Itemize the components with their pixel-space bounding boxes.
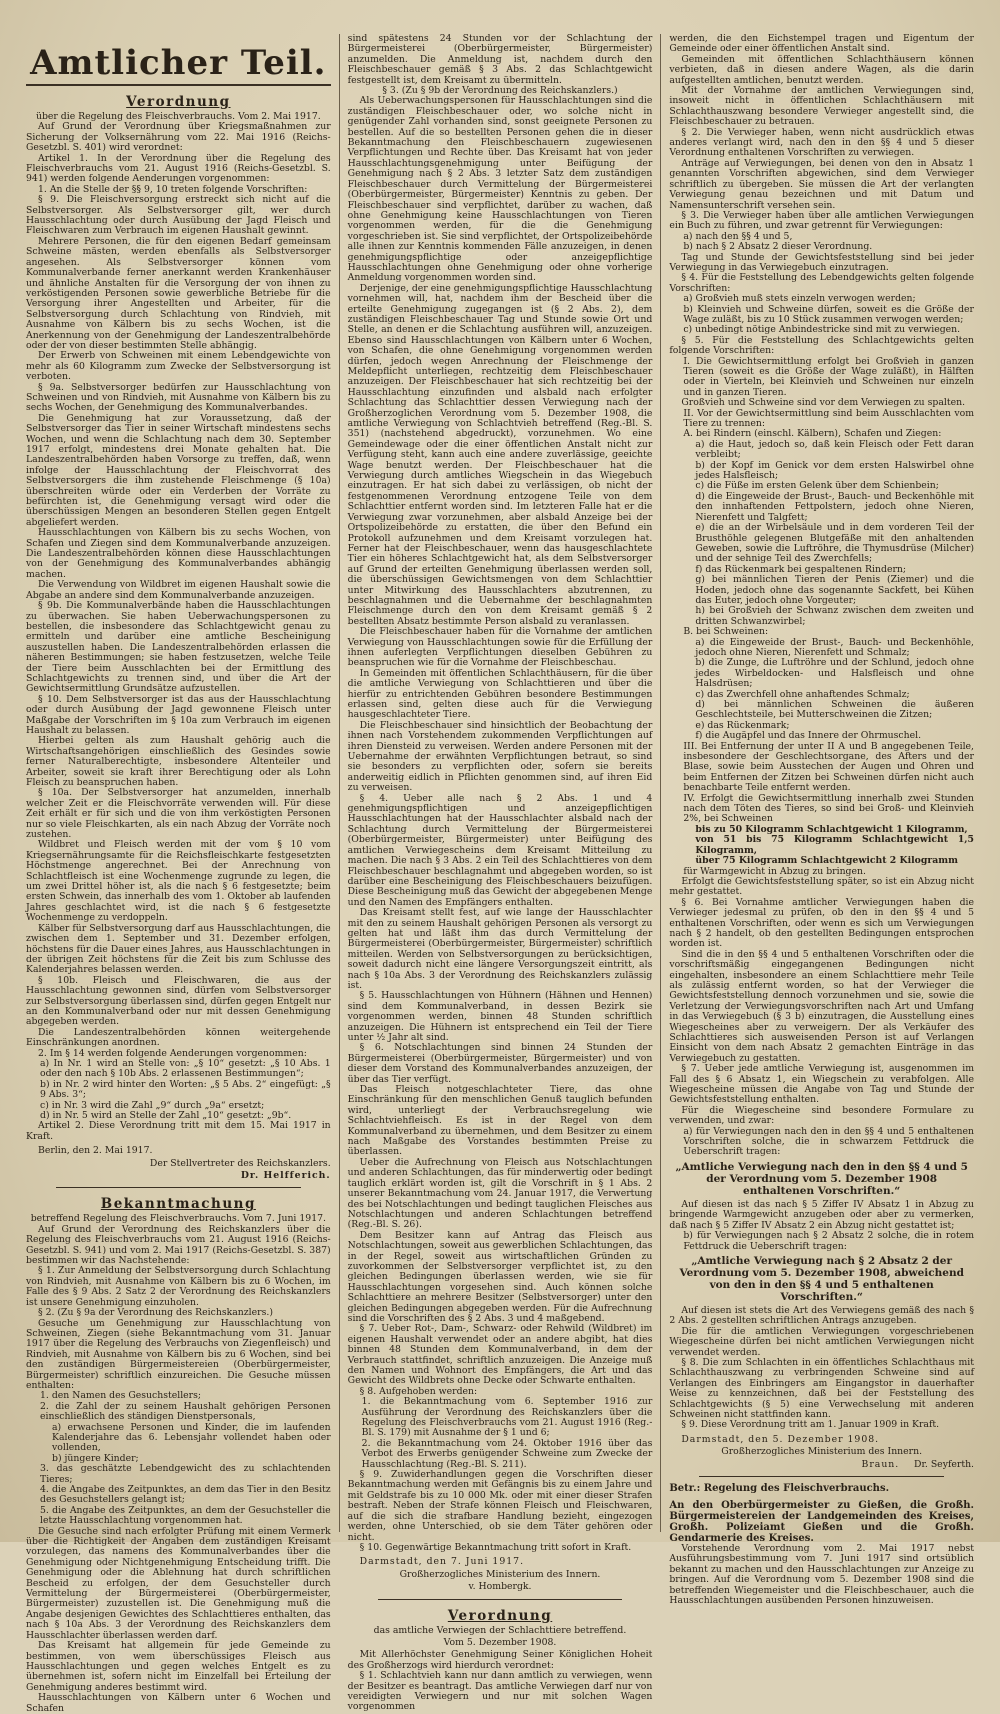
list-item: III. Bei Entfernung der unter II A und B angegebenen Teile, insbesondere der Geschlechtsorgane, des Afters und der Blase, sowie beim Ausstechen der Augen und Ohren und beim Entfernen der Zitzen bei Schweinen dürfen nicht auch benachbarte Teile entfernt werden. <box>683 740 975 794</box>
list-item: 3. das geschätzte Lebendgewicht des zu schlachtenden Tieres; <box>40 1463 331 1485</box>
paragraph: § 4. Für die Feststellung des Lebendgewichts gelten folgende Vorschriften: <box>669 272 975 294</box>
list-item: b) nach § 2 Absatz 2 dieser Verordnung. <box>683 241 873 253</box>
list-item: b) der Kopf im Genick vor dem ersten Halswirbel ohne jedes Halsfleisch; <box>695 459 975 482</box>
paragraph: § 9b. Die Kommunalverbände haben die Hausschlachtungen zu überwachen. Sie haben Ueberwachungspersonen zu bestellen, die insbesondere das Schlachtgewicht genau zu ermitteln und darüber eine amtliche Bescheinigung auszustellen haben. Die Landeszentralbehörden erlassen die näheren Bestimmungen; sie haben festzusetzen, welche Teile der Tiere beim Ausschlachten bei der Ermittlung des Schlachtgewichts zu trennen sind, und über die Art der Gewichtsermittlung Grundsätze aufzustellen. <box>26 600 331 695</box>
dateline: Darmstadt, den 7. Juni 1917. <box>359 1556 525 1568</box>
paragraph: § 6. Bei Vornahme amtlicher Verwiegungen haben die Verwieger jedesmal zu prüfen, ob den in den §§ 4 und 5 enthaltenen Vorschriften, oder wenn es sich um Verwiegungen nach § 2 handelt, ob den gestellten Bedingungen entsprochen worden ist. <box>669 896 975 950</box>
list-item: A. bei Rindern (einschl. Kälbern), Schafen und Ziegen: <box>683 428 942 440</box>
section-heading: Verordnung <box>126 94 231 110</box>
paragraph: Die Fleischbeschauer haben für die Vornahme der amtlichen Verwiegung von Hausschlachtungen sowie für die Erfüllung der ihnen auferlegten Verpflichtungen dieselben Gebühren zu beanspruchen wie für die Vornahme der Fleischbeschau. <box>347 626 653 669</box>
list-item: f) das Rückenmark bei gespaltenen Rindern; <box>695 563 907 575</box>
section-heading: Verordnung <box>447 1607 553 1624</box>
subheading: das amtliche Verwiegen der Schlachttiere betreffend. <box>373 1624 627 1636</box>
signature-name <box>669 1460 974 1470</box>
quoted-heading: „Amtliche Verwiegung nach den in den §§ 4 und 5 der Verordnung vom 5. Dezember 1908 enthaltenen Vorschriften.“ <box>675 1160 968 1197</box>
list-item: für Warmgewicht in Abzug zu bringen. <box>683 865 866 877</box>
paragraph: § 8. Aufgehoben werden: <box>359 1385 478 1397</box>
column-2 <box>339 33 661 1713</box>
paragraph: § 10. Gegenwärtige Bekanntmachung tritt sofort in Kraft. <box>359 1541 632 1553</box>
list-item: 4. die Angabe des Zeitpunktes, an dem das Tier in den Besitz des Gesuchstellers gelangt ist; <box>40 1484 331 1506</box>
signature-name: Dr. Helfferich. <box>240 1170 331 1182</box>
list-item: a) erwachsene Personen und Kinder, die im laufenden Kalenderjahre das 6. Lebensjahr vollendet haben oder vollenden, <box>52 1421 331 1454</box>
paragraph: § 2. (Zu § 9a der Verordnung des Reichskanzlers.) <box>38 1307 273 1319</box>
paragraph: Tag und Stunde der Gewichtsfeststellung sind bei jeder Verwiegung in das Verwiegebuch einzutragen. <box>669 251 975 273</box>
list-item: von 51 bis 75 Kilogramm Schlachtgewicht 1,5 Kilogramm, <box>695 834 975 856</box>
paragraph: § 7. Ueber Rot-, Dam-, Schwarz- oder Rehwild (Wildbret) im eigenen Haushalt verwendet oder an andere abgibt, hat dies binnen 48 Stunden dem Kommunalverband, in dem der Verbrauch stattfindet, schriftlich anzuzeigen. Die Anzeige muß den Namen und Wohnort des Empfängers, die Art und das Gewicht des Wildbrets ohne Decke oder Schwarte enthalten. <box>347 1323 653 1387</box>
paragraph: § 10b. Fleisch und Fleischwaren, die aus der Hausschlachtung gewonnen sind, dürfen vom Selbstversorger zur Selbstversorgung überlassen sind, dürfen gegen Entgelt nur an den Kommunalverband oder nur mit dessen Genehmigung abgegeben werden. <box>26 974 331 1028</box>
paragraph: Artikel 1. In der Verordnung über die Regelung des Fleischverbrauchs vom 21. August 1916 (Reichs-Gesetzbl. S. 941) werden folgende Aenderungen vorgenommen: <box>26 152 331 185</box>
signature-name: v. Hombergk. <box>468 1581 532 1593</box>
list-item: d) in Nr. 5 wird an Stelle der Zahl „10“ gesetzt: „9b“. <box>40 1110 292 1121</box>
list-item: c) die Füße im ersten Gelenk über dem Schienbein; <box>695 480 939 492</box>
paragraph: Die Landeszentralbehörden können weitergehende Einschränkungen anordnen. <box>26 1026 331 1049</box>
paragraph: Erfolgt die Gewichtsfeststellung später, so ist ein Abzug nicht mehr gestattet. <box>669 875 975 898</box>
paragraph: Das Kreisamt hat allgemein für jede Gemeinde zu bestimmen, von wem überschüssiges Fleisch aus Hausschlachtungen und gegen welches Entgelt es zu übernehmen ist, sofern nicht im Einzelfall bei Erteilung der Genehmigung anderes bestimmt wird. <box>26 1640 331 1693</box>
list-item: a) die Haut, jedoch so, daß kein Fleisch oder Fett daran verbleibt; <box>695 438 975 461</box>
dateline: Berlin, den 2. Mai 1917. <box>38 1145 153 1157</box>
paragraph: § 9. Zuwiderhandlungen gegen die Vorschriften dieser Bekanntmachung werden mit Gefängnis bis zu einem Jahre und mit Geldstrafe bis zu 10 000 Mk. oder mit einer dieser Strafen bestraft. Neben der Strafe können Fleisch und Fleischwaren, auf die sich die strafbare Handlung bezieht, eingezogen werden, ohne Unterschied, ob sie dem Täter gehören oder nicht. <box>347 1469 653 1543</box>
divider <box>56 1187 301 1188</box>
paragraph: Für die Wiegescheine sind besondere Formulare zu verwenden, und zwar: <box>669 1104 975 1127</box>
paragraph: Hausschlachtungen von Kälbern unter 6 Wochen und Schafen <box>26 1692 331 1714</box>
date-line: Vom 5. Dezember 1908. <box>443 1636 557 1648</box>
paragraph: § 9. Die Fleischversorgung erstreckt sich nicht auf die Selbstversorger. Als Selbstversorger gilt, wer durch Hausschlachtung oder durch Ausübung der Jagd Fleisch und Fleischwaren zum Verbrauch im eigenen Haushalt gewinnt. <box>26 194 331 237</box>
paragraph: Die Fleischbeschauer sind hinsichtlich der Beobachtung der ihnen nach Vorstehendem zukommenden Verpflichtungen auf ihren Diensteid zu verweisen. Werden andere Personen mit der Uebernahme der erwähnten Verpflichtungen betraut, so sind sie besonders zu verpflichten oder, sofern sie bereits anderweitig eidlich in Pflichten genommen sind, auf ihren Eid zu verweisen. <box>347 719 653 794</box>
list-item: bis zu 50 Kilogramm Schlachtgewicht 1 Kilogramm, <box>695 823 968 835</box>
paragraph: Auf Grund der Verordnung über Kriegsmaßnahmen zur Sicherung der Volksernährung vom 22. Mai 1916 (Reichs-Gesetzbl. S. 401) wird verordnet: <box>26 121 331 154</box>
paragraph: Gemeinden mit öffentlichen Schlachthäusern können verbieten, daß in diesen andere Wagen, als die darin aufgestellten amtlichen, benutzt werden. <box>669 53 975 86</box>
dateline: Darmstadt, den 5. Dezember 1908. <box>681 1433 880 1445</box>
paragraph: Das Kreisamt stellt fest, auf wie lange der Hausschlachter mit den zu seinem Haushalt gehörigen Personen als versorgt zu gelten hat und läßt ihm das durch Vermittelung der Bürgermeisterei (Oberbürgermeister, Bürgermeister) schriftlich mitteilen. Werden von Selbstversorgungen zu berücksichtigen, soweit dadurch nicht eine längere Versorgungszeit eintritt, als nach § 10a Abs. 3 der Verordnung des Reichskanzlers zulässig ist. <box>347 907 653 991</box>
list-item: 1. die Bekanntmachung vom 6. September 1916 zur Ausführung der Verordnung des Reichskanzlers über die Regelung des Fleischverbrauchs vom 21. August 1916 (Reg.-Bl. S. 179) mit Ausnahme der § 1 und 6; <box>361 1396 653 1439</box>
column-3 <box>660 33 982 1607</box>
list-item: I. Die Gewichtsermittlung erfolgt bei Großvieh in ganzen Tieren (soweit es die Größe der Wage zuläßt), in Hälften oder in Vierteln, bei Kleinvieh und Schweinen nur einzeln und in ganzen Tieren. <box>683 355 975 398</box>
masthead-title: Amtlicher Teil. <box>26 44 331 86</box>
subject-line: Betr.: Regelung des Fleischverbrauchs. <box>669 1483 890 1494</box>
subheading: über die Regelung des Fleischverbrauchs. Vom 2. Mai 1917. <box>35 111 321 122</box>
list-item: e) das Rückenmark; <box>695 719 790 731</box>
paragraph: Die Gesuche sind nach erfolgter Prüfung mit einem Vermerk über die Richtigkeit der Angaben dem zuständigen Kreisamt vorzulegen, das namens des Kommunalverbandes über die Genehmigung oder Nichtgenehmigung Entscheidung trifft. Die Genehmigung oder die Ablehnung hat durch schriftlichen Bescheid zu erfolgen, der dem Gesuchsteller durch Vermittelung der Bürgermeisterei (Oberbürgermeister, Bürgermeister) zuzustellen ist. Die Genehmigung muß die Angabe desjenigen Gewichtes des Schlachttieres enthalten, das nach § 10a Abs. 3 der Verordnung des Reichskanzlers dem Hausschlachter überlassen werden darf. <box>26 1525 331 1641</box>
list-item: c) das Zwerchfell ohne anhaftendes Schmalz; <box>695 688 910 700</box>
paragraph: Auf diesen ist das nach § 5 Ziffer IV Absatz 1 in Abzug zu bringende Warmgewicht anzugeben oder aber zu vermerken, daß nach § 5 Ziffer IV Absatz 2 ein Abzug nicht gestattet ist; <box>669 1198 975 1231</box>
paragraph: § 9a. Selbstversorger bedürfen zur Hausschlachtung von Schweinen und von Rindvieh, mit Ausnahme von Kälbern bis zu sechs Wochen, der Genehmigung des Kommunalverbandes. <box>26 381 331 414</box>
paragraph: Hausschlachtungen von Kälbern bis zu sechs Wochen, von Schafen und Ziegen sind dem Kommunalverbande anzuzeigen. Die Landeszentralbehörden können diese Hausschlachtungen von der Genehmigung des Kommunalverbandes abhängig machen. <box>26 527 331 580</box>
paragraph: § 1. Zur Anmeldung der Selbstversorgung durch Schlachtung von Rindvieh, mit Ausnahme von Kälbern bis zu 6 Wochen, im Falle des § 9 Abs. 2 Satz 2 der Verordnung des Reichskanzlers ist unsere Genehmigung einzuholen. <box>26 1265 331 1308</box>
list-item: 1. den Namen des Gesuchstellers; <box>40 1390 202 1402</box>
paragraph: Die Genehmigung hat zur Voraussetzung, daß der Selbstversorger das Tier in seiner Wirtschaft mindestens sechs Wochen, und wenn die Schlachtung nach dem 30. September 1917 erfolgt, mindestens drei Monate gehalten hat. Die Landeszentralbehörden haben Vorsorge zu treffen, daß, wenn infolge der Hausschlachtung der Fleischvorrat des Selbstversorgers die ihm zustehende Fleischmenge (§ 10a) überschreiten würde oder ein Verderben der Vorräte zu befürchten ist, die Genehmigung versagt wird oder die überschüssigen Mengen an besonderen Stellen gegen Entgelt abgeliefert werden. <box>26 412 331 528</box>
list-item: 2. die Bekanntmachung vom 24. Oktober 1916 über das Verbot des Erwerbs genügender Schweine zum Zwecke der Hausschlachtung (Reg.-Bl. S. 211). <box>361 1437 653 1470</box>
paragraph: 1. An die Stelle der §§ 9, 10 treten folgende Vorschriften: <box>38 183 308 195</box>
list-item: b) in Nr. 2 wird hinter den Worten: „§ 5 Abs. 2“ eingefügt: „§ 9 Abs. 3“; <box>40 1078 331 1101</box>
paragraph: § 5. Hausschlachtungen von Hühnern (Hähnen und Hennen) sind dem Kommunalverband, in dessen Bezirk sie vorgenommen werden, binnen 48 Stunden schriftlich anzuzeigen. Die Hühnern ist entsprechend ein Teil der Tiere unter ½ Jahr alt sind. <box>347 990 653 1043</box>
paragraph: Die für die amtlichen Verwiegungen vorgeschriebenen Wiegescheine dürfen bei nicht amtlichen Verwiegungen nicht verwendet werden. <box>669 1325 975 1358</box>
paragraph: Der Erwerb von Schweinen mit einem Lebendgewichte von mehr als 60 Kilogramm zum Zwecke der Selbstversorgung ist verboten. <box>26 350 331 383</box>
paragraph: Großvieh und Schweine sind vor dem Verwiegen zu spalten. <box>681 397 966 409</box>
paragraph: § 10. Dem Selbstversorger ist das aus der Hausschlachtung oder durch Ausübung der Jagd gewonnene Fleisch unter Maßgabe der Vorschriften im § 10a zum Verbrauch im eigenen Haushalt zu belassen. <box>26 693 331 736</box>
list-item: h) bei Großvieh der Schwanz zwischen dem zweiten und dritten Schwanzwirbel; <box>695 605 975 627</box>
paragraph: Artikel 2. Diese Verordnung tritt mit dem 15. Mai 1917 in Kraft. <box>26 1120 331 1142</box>
list-item: c) unbedingt nötige Anbindestricke sind mit zu verwiegen. <box>683 324 961 336</box>
list-item: e) die an der Wirbelsäule und in dem vorderen Teil der Brusthöhle gelegenen Blutgefäße mit den anhaltenden Geweben, sowie die Luftröhre, die Thymusdrüse (Milcher) und der sehnige Teil des Zwerchfells; <box>695 522 975 565</box>
list-item: B. bei Schweinen: <box>683 626 769 638</box>
section-heading: Bekanntmachung <box>100 1196 256 1213</box>
list-item: f) die Augäpfel und das Innere der Ohrmuschel. <box>695 730 922 742</box>
paragraph: werden, die den Eichstempel tragen und Eigentum der Gemeinde oder einer öffentlichen Anstalt sind. <box>669 33 975 55</box>
paragraph: Anträge auf Verwiegungen, bei denen von den in Absatz 1 genannten Vorschriften abgewichen, sind dem Verwieger schriftlich zu übergeben. Sie müssen die Art der verlangten Verwiegung genau bezeichnen und mit Datum und Namensunterschrift versehen sein. <box>669 157 975 211</box>
paragraph: Hierbei gelten als zum Haushalt gehörig auch die Wirtschaftsangehörigen einschließlich des Gesindes sowie ferner Naturalberechtigte, insbesondere Altenteiler und Arbeiter, soweit sie kraft ihrer Berechtigung oder als Lohn Fleisch zu beanspruchen haben. <box>26 735 331 788</box>
addressee: An den Oberbürgermeister zu Gießen, die Großh. Bürgermeistereien der Landgemeinden des Kreises, Großh. Polizeiamt Gießen und die Großh. Gendarmerie des Kreises. <box>669 1500 975 1544</box>
paragraph: Vorstehende Verordnung vom 2. Mai 1917 nebst Ausführungsbestimmung vom 7. Juni 1917 sind ortsüblich bekannt zu machen und den Hausschlachtungen zur Anzeige zu bringen. Auf die Verordnung vom 5. Dezember 1908 sind die betreffenden Wiegemeister und die Fleischbeschauer, auch die Hausschlachtungen ausübenden Personen hinzuweisen. <box>669 1543 975 1607</box>
paragraph: § 9. Diese Verordnung tritt am 1. Januar 1909 in Kraft. <box>681 1419 940 1431</box>
paragraph: § 3. Die Verwieger haben über alle amtlichen Verwiegungen ein Buch zu führen, und zwar getrennt für Verwiegungen: <box>669 209 975 232</box>
paragraph: § 10a. Der Selbstversorger hat anzumelden, innerhalb welcher Zeit er die Fleischvorräte verwenden will. Für diese Zeit erhält er für sich und die von ihm verköstigten Personen nur so viele Fleischkarten, als ein nach Abzug der Vorräte noch zustehen. <box>26 787 331 841</box>
paragraph: § 8. Die zum Schlachten in ein öffentliches Schlachthaus mit Schlachthauszwang zu verbringenden Schweine sind auf Verlangen des Einbringers am Eingangstor in dauerhafter Weise zu kennzeichnen, daß bei der Feststellung des Schlachtgewichts (§ 5) eine Verwechselung mit anderen Schweinen nicht stattfinden kann. <box>669 1356 975 1420</box>
paragraph: § 5. Für die Feststellung des Schlachtgewichts gelten folgende Vorschriften: <box>669 334 975 357</box>
list-item: a) für Verwiegungen nach den in den §§ 4 und 5 enthaltenen Vorschriften solche, die in schwarzem Fettdruck die Ueberschrift tragen: <box>683 1125 975 1158</box>
list-item: a) nach den §§ 4 und 5, <box>683 230 793 242</box>
paragraph: Als Ueberwachungspersonen für Hausschlachtungen sind die zuständigen Fleischbeschauer oder, wo solche nicht in genügender Zahl vorhanden sind, sonst geeignete Personen zu bestellen. Auf die so bestellten Personen gehen die in dieser Bekanntmachung den Fleischbeschauern zugewiesenen Verpflichtungen und Rechte über. Das Kreisamt hat von jeder Hausschlachtungsgenehmigung unter Beifügung der Genehmigung nach § 2 Abs. 3 letzter Satz dem zuständigen Fleischbeschauer durch Vermittelung der Bürgermeisterei (Oberbürgermeister, Bürgermeister) Kenntnis zu geben. Der Fleischbeschauer sind verpflichtet, darüber zu wachen, daß ohne Genehmigung keine Hausschlachtungen von Tieren vorgenommen werden, für die die Genehmigung vorgeschrieben ist. Sie sind verpflichtet, der Ortspolizeibehörde alle ihnen zur Kenntnis kommenden Fälle anzuzeigen, in denen genehmigungspflichtige oder anzeigepflichtige Hausschlachtungen ohne Genehmigung oder ohne vorherige Anmeldung vorgenommen worden sind. <box>347 95 653 284</box>
list-item: 5. die Angabe des Zeitpunktes, an dem der Gesuchsteller die letzte Hausschlachtung vorgenommen hat. <box>40 1504 331 1527</box>
paragraph: § 6. Notschlachtungen sind binnen 24 Stunden der Bürgermeisterei (Oberbürgermeister, Bürgermeister) und von dieser dem Vorstand des Kommunalverbandes anzuzeigen, der über das Tier verfügt. <box>347 1042 653 1085</box>
signature-role: Großherzogliches Ministerium des Innern. <box>721 1446 923 1458</box>
list-item: b) für Verwiegungen nach § 2 Absatz 2 solche, die in rotem Fettdruck die Ueberschrift tragen: <box>683 1230 975 1252</box>
subheading: betreffend Regelung des Fleischverbrauchs. Vom 7. Juni 1917. <box>30 1213 326 1225</box>
list-item: b) jüngere Kinder; <box>52 1452 139 1464</box>
paragraph: Mit der Vornahme der amtlichen Verwiegungen sind, insoweit nicht in öffentlichen Schlachthäusern mit Schlachthauszwang besondere Verwieger angestellt sind, die Fleischbeschauer zu betrauen. <box>669 85 975 128</box>
paragraph: § 3. (Zu § 9b der Verordnung des Reichskanzlers.) <box>382 85 618 97</box>
list-item: a) die Eingeweide der Brust-, Bauch- und Beckenhöhle, jedoch ohne Nieren, Nierenfett und Schmalz; <box>695 636 975 658</box>
list-item: IV. Erfolgt die Gewichtsermittlung innerhalb zwei Stunden nach dem Töten des Tieres, so sind bei Groß- und Kleinvieh 2%, bei Schweinen <box>683 792 975 825</box>
signature-role: Großherzogliches Ministerium des Innern. <box>399 1568 601 1580</box>
paragraph: Ueber die Aufrechnung von Fleisch aus Notschlachtungen und anderen Schlachtungen, das für minderwertig oder bedingt tauglich erklärt worden ist, gilt die Vorschrift in § 1 Abs. 2 unserer Bekanntmachung vom 24. Januar 1917, die Verwertung des bei Notschlachtungen und bedingt tauglichen Fleisches aus Notschlachtungen und anderen Schlachtungen betreffend (Reg.-Bl. S. 26). <box>347 1156 653 1231</box>
signature-name-1: Braun. <box>861 1458 900 1470</box>
paragraph: Auf diesen ist stets die Art des Verwiegens gemäß des nach § 2 Abs. 2 gestellten schriftlichen Antrags anzugeben. <box>669 1304 975 1327</box>
paragraph: Das Fleisch notgeschlachteter Tiere, das ohne Einschränkung für den menschlichen Genuß tauglich befunden wird, unterliegt der Verbrauchsregelung wie Schlachtviehfleisch. Es ist in der Regel von dem Kommunalverband zu übernehmen, und dem Besitzer zu einem nach Maßgabe des Vorstandes bestimmten Preise zu überlassen. <box>347 1084 653 1158</box>
list-item: 2. die Zahl der zu seinem Haushalt gehörigen Personen einschließlich des ständigen Dienstpersonals, <box>40 1400 331 1423</box>
paragraph: In Gemeinden mit öffentlichen Schlachthäusern, für die über die amtliche Verwiegung von Schlachttieren und über die hierfür zu entrichtenden Gebühren besondere Bestimmungen erlassen sind, gelten diese auch für die Verwiegung hausgeschlachteter Tiere. <box>347 667 653 721</box>
paragraph: Auf Grund der Verordnung des Reichskanzlers über die Regelung des Fleischverbrauchs vom 21. August 1916 (Reichs-Gesetzbl. S. 941) und vom 2. Mai 1917 (Reichs-Gesetzbl. S. 387) bestimmen wir das Nachstehende: <box>26 1223 331 1267</box>
paragraph: § 7. Ueber jede amtliche Verwiegung ist, ausgenommen im Fall des § 6 Absatz 1, ein Wiegschein zu verabfolgen. Alle Wiegescheine müssen die Angabe von Tag und Stunde der Gewichtsfeststellung enthalten. <box>669 1063 975 1106</box>
signature-role: Der Stellvertreter des Reichskanzlers. <box>149 1157 331 1169</box>
paragraph: Dem Besitzer kann auf Antrag das Fleisch aus Notschlachtungen, soweit aus gewerblichen Schlachtungen, das in der Regel, soweit aus wirtschaftlichen Gründen zu zuvorkommen der Selbstversorger verpflichtet ist, zu den gleichen Bedingungen überlassen werden, wie sie für Hausschlachtungen vorgesehen sind. Auch können solche Schlachttiere an mehrere Besitzer (Selbstversorger) unter den gleichen Bedingungen abgegeben werden. Für die Aufrechnung sind die Vorschriften des § 2 Abs. 3 und 4 maßgebend. <box>347 1229 653 1324</box>
list-item: über 75 Kilogramm Schlachtgewicht 2 Kilogramm <box>695 855 958 867</box>
list-item: a) In Nr. 1 wird an Stelle von: „§ 10“ gesetzt: „§ 10 Abs. 1 oder den nach § 10b Abs. 2 erlassenen Bestimmungen“; <box>40 1057 331 1080</box>
paragraph: sind spätestens 24 Stunden vor der Schlachtung der Bürgermeisterei (Oberbürgermeister, Bürgermeister) anzumelden. Die Anmeldung ist, nachdem durch den Fleischbeschauer gemäß § 3 Abs. 2 das Schlachtgewicht festgestellt ist, dem Kreisamt zu übermitteln. <box>347 33 653 86</box>
list-item: a) Großvieh muß stets einzeln verwogen werden; <box>683 293 916 305</box>
column-1 <box>18 34 339 1714</box>
list-item: g) bei männlichen Tieren der Penis (Ziemer) und die Hoden, jedoch ohne das sogenannte Sackfett, bei Kühen das Euter, jedoch ohne Vorgeuter; <box>695 574 975 606</box>
divider <box>699 1476 944 1477</box>
paragraph: Die Verwendung von Wildbret im eigenen Haushalt sowie die Abgabe an andere sind dem Kommunalverbande anzuzeigen. <box>26 579 331 601</box>
list-item: c) in Nr. 3 wird die Zahl „9“ durch „9a“ ersetzt; <box>40 1099 265 1111</box>
list-item: II. Vor der Gewichtsermittlung sind beim Ausschlachten vom Tiere zu trennen: <box>683 407 975 430</box>
columns <box>18 33 982 1714</box>
paragraph: Mehrere Personen, die für den eigenen Bedarf gemeinsam Schweine mästen, werden ebenfalls als Selbstversorger angesehen. Als Selbstversorger können vom Kommunalverbande ferner anerkannt werden Krankenhäuser und ähnliche Anstalten für die Versorgung der von ihnen zu verköstigenden Personen sowie gewerbliche Betriebe für die Versorgung ihrer Angestellten und Arbeiter, für die Selbstversorgung durch Schlachtung von Rindvieh, mit Ausnahme von Kälbern bis zu sechs Wochen, ist die Anerkennung von der Genehmigung der Landeszentralbehörde oder der von dieser bestimmten Stelle abhängig. <box>26 235 331 351</box>
paragraph: § 1. Schlachtvieh kann nur dann amtlich zu verwiegen, wenn der Besitzer es beantragt. Das amtliche Verwiegen darf nur von vereidigten Verwiegern und nur mit solchen Wagen vorgenommen <box>347 1670 653 1713</box>
list-item: d) bei männlichen Schweinen die äußeren Geschlechtsteile, bei Mutterschweinen die Zitzen; <box>695 699 975 721</box>
paragraph: Sind die in den §§ 4 und 5 enthaltenen Vorschriften oder die vorschriftsmäßig eingegangenen Bedingungen nicht eingehalten, insbesondere an einem Schlachttiere mehr Teile als zulässig entfernt worden, so hat der Verwieger die Gewichtsfeststellung dennoch vorzunehmen und sie, sowie die Verletzung der Verwiegungsvorschriften nach Art und Umfang in das Verwiegebuch (§ 3 b) einzutragen, die Ausstellung eines Wiegescheines aber zu verweigern. Der als Verkäufer des Schlachttieres sich ausweisenden Person ist auf Verlangen Einsicht von dem nach Absatz 2 gemachten Einträge in das Verwiegebuch zu gestatten. <box>669 948 975 1064</box>
paragraph: Mit Allerhöchster Genehmigung Seiner Königlichen Hoheit des Großherzogs wird hierdurch verordnet: <box>347 1649 653 1671</box>
quoted-heading: „Amtliche Verwiegung nach § 2 Absatz 2 der Verordnung vom 5. Dezember 1908, abweichend von den in den §§ 4 und 5 enthaltenen Vorschriften.“ <box>679 1254 964 1303</box>
paragraph: Gesuche um Genehmigung zur Hausschlachtung von Schweinen, Ziegen (siehe Bekanntmachung vom 31. Januar 1917 über die Regelung des Verbrauchs von Ziegenfleisch) und Rindvieh, mit Ausnahme von Kälbern bis zu 6 Wochen, sind bei den zuständigen Bürgermeistereien (Oberbürgermeister, Bürgermeister) schriftlich einzureichen. Die Gesuche müssen enthalten: <box>26 1317 331 1391</box>
paragraph: Derjenige, der eine genehmigungspflichtige Hausschlachtung vornehmen will, hat, nachdem ihm der Bescheid über die erteilte Genehmigung zugegangen ist (§ 2 Abs. 2), dem zuständigen Fleischbeschauer Tag und Stunde sowie Ort und Stelle, an denen er die Schlachtung ausführen will, anzuzeigen. Ebenso sind Hausschlachtungen von Kälbern unter 6 Wochen, von Schafen, die ohne Genehmigung vorgenommen werden dürfen, jedoch wegen Anrechnung der Fleischmenge der Meldepflicht unterliegen, rechtzeitig dem Fleischbeschauer anzuzeigen. Der Fleischbeschauer hat sich rechtzeitig bei der Hausschlachtung einzufinden und alsbald nach erfolgter Schlachtung das Schlachttier dessen Verwiegung nach der Großherzoglichen Verordnung vom 5. Dezember 1908, die amtliche Verwiegung von Schlachtvieh betreffend (Reg.-Bl. S. 351) (nachstehend abgedruckt), vorzunehmen. Wo eine Gemeindewage oder die einer öffentlichen Anstalt nicht zur Verfügung steht, kann auch eine andere zuverlässige, geeichte Wage benutzt werden. Der Fleischbeschauer hat die Verwiegung durch amtliches Wiegschein in das Wiegebuch einzutragen. Er hat sich dabei zu verlässigen, ob nicht der festgenommenen Verordnung entzogene Teile von dem Schlachttier entfernt worden sind. Im letzteren Falle hat er die Verwiegung zwar vorzunehmen, aber alsbald Anzeige bei der Ortspolizeibehörde zu erstatten, die über den Befund ein Protokoll aufzunehmen und dem Kreisamt vorzulegen hat. Ferner hat der Fleischbeschauer, wenn das hausgeschlachtete Tier ein höheres Schlachtgewicht hat, als dem Selbstversorger auf Grund der erteilten Genehmigung überlassen werden soll, die überschüssigen Gewichtsmengen von dem Schlachttier unter Mitwirkung des Hausschlachters abzutrennen, zu beschlagnahmen und die Uebernahme der beschlagnahmten Fleischmenge durch den von dem Kreisamt gemäß § 2 bestellten Absatz bestimmte Person alsbald zu veranlassen. <box>347 282 653 627</box>
paragraph: Wildbret und Fleisch werden mit der vom § 10 vom Kriegsernährungsamte für die Reichsfleischkarte festgesetzten Höchstmenge angerechnet. Bei der Anrechnung von Schlachtfleisch ist eine Wochenmenge zugrunde zu legen, die um zwei Drittel höher ist, als die nach § 6 festgesetzte; beim ersten Schwein, das innerhalb des vom 1. Oktober ab laufenden Jahres geschlachtet wird, ist die nach § 6 festgesetzte Wochenmenge zu verdoppeln. <box>26 839 331 924</box>
paragraph: § 4. Ueber alle nach § 2 Abs. 1 und 4 genehmigungspflichtigen und anzeigepflichtigen Hausschlachtungen hat der Hausschlachter alsbald nach der Schlachtung durch Vermittelung der Bürgermeisterei (Oberbürgermeister, Bürgermeister) unter Beifügung des amtlichen Verwiegescheins dem Kreisamt Mitteilung zu machen. Die nach § 3 Abs. 2 ein Teil des Schlachttieres von dem Fleischbeschauer beschlagnahmt und abgegeben worden, so ist darüber eine Bescheinigung des Fleischbeschauers beizufügen. Diese Bescheinigung muß das Gewicht der abgegebenen Menge und den Namen des Empfängers enthalten. <box>347 792 653 908</box>
paragraph: 2. Im § 14 werden folgende Aenderungen vorgenommen: <box>38 1047 307 1059</box>
signature-name-2: Dr. Seyferth. <box>914 1458 975 1470</box>
paragraph: Kälber für Selbstversorgung darf aus Hausschlachtungen, die zwischen dem 1. September und 31. Dezember erfolgen, höchstens für die Dauer eines Jahres, aus Hausschlachtungen in der übrigen Zeit höchstens für die Zeit bis zum Schlusse des Kalenderjahres belassen werden. <box>26 922 331 976</box>
list-item: b) Kleinvieh und Schweine dürfen, soweit es die Größe der Wage zuläßt, bis zu 10 Stück zusammen verwogen werden; <box>683 303 975 325</box>
list-item: b) die Zunge, die Luftröhre und der Schlund, jedoch ohne jedes Wirbeldocken- und Halsfleisch und ohne Halsdrüsen; <box>695 657 975 690</box>
paragraph: § 2. Die Verwieger haben, wenn nicht ausdrücklich etwas anderes verlangt wird, nach den in den §§ 4 und 5 dieser Verordnung enthaltenen Vorschriften zu verwiegen. <box>669 126 975 159</box>
divider <box>378 1599 623 1600</box>
list-item: d) die Eingeweide der Brust-, Bauch- und Beckenhöhle mit den innhaftenden Fettpolstern, jedoch ohne Nieren, Nierenfett und Talgfett; <box>695 490 975 523</box>
